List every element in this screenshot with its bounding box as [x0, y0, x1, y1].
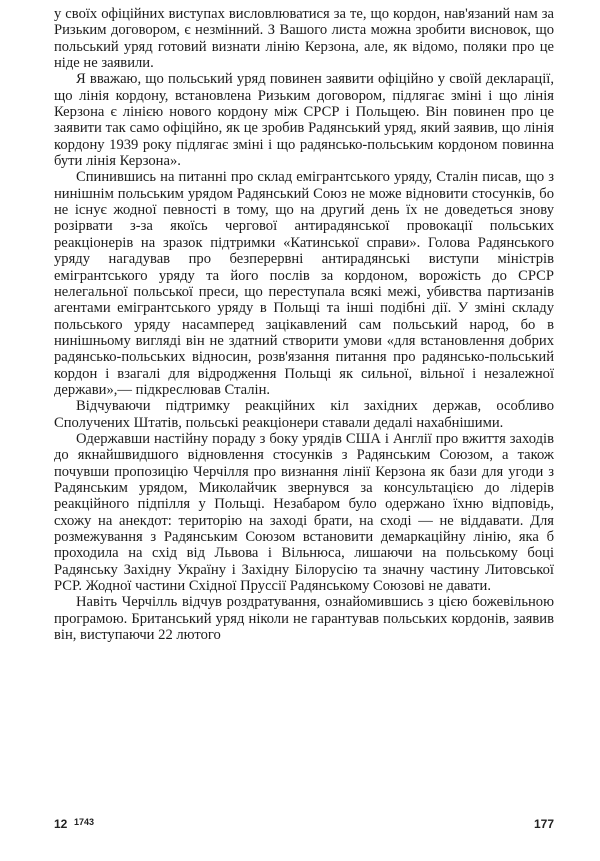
- paragraph-1: у своїх офіційних виступах висловлюватися за те, що кордон, нав'язаний нам за Ризьким договором, є незмінний. З Вашого листа можна зробити висновок, що польський уряд готовий визнати лінію Керзона, але, як відомо, поляки про це ніде не заявили.: [54, 6, 554, 72]
- paragraph-3: Спинившись на питанні про склад емігрантського уряду, Сталін писав, що з нинішнім польським урядом Радянський Союз не може відновити стосунків, бо не існує жодної певності в тому, що на другий день їх не доведеться знову розірвати з-за якоїсь чергової антирадянської провокації польських реакціонерів на зразок підтримки «Катинської справи». Голова Радянського уряду нагадував про безперервні антирадянські виступи міністрів емігрантського уряду та його послів за кордоном, ворожість до СРСР нелегальної польської преси, що переступала всякі межі, убивства партизанів агентами емігрантського уряду в Польщі та інші подібні дії. У зміні складу польського уряду насамперед зацікавлений сам польський народ, бо в нинішньому вигляді він не здатний створити умови «для встановлення добрих радянсько-польських відносин, розв'язання питання про радянсько-польський кордон і взагалі для відродження Польщі як сильної, вільної і незалежної держави»,— підкреслював Сталін.: [54, 169, 554, 398]
- paragraph-6: Навіть Черчілль відчув роздратування, ознайомившись з цією божевільною програмою. Британський уряд ніколи не гарантував польських кордонів, заявив він, виступаючи 22 лютого: [54, 594, 554, 644]
- paragraph-2: Я вважаю, що польський уряд повинен заявити офіційно у своїй декларації, що лінія кордону, встановлена Ризьким договором, підлягає зміні і що лінія Керзона є лінією нового кордону між СРСР і Польщею. Він повинен про це заявити так само офіційно, як це зробив Радянський уряд, який заявив, що лінія кордону 1939 року підлягає зміні і що радянсько-польським кордоном повинна бути лінія Керзона».: [54, 71, 554, 170]
- signature-number: 12: [54, 817, 68, 831]
- paragraph-5: Одержавши настійну пораду з боку урядів США і Англії про вжиття заходів до якнайшвидшого відновлення стосунків з Радянським Союзом, а також почувши пропозицію Черчілля про визнання лінії Керзона як бази для угоди з Радянським урядом, Миколайчик звернувся за консультацією до лідерів реакційного підпілля у Польщі. Незабаром було одержано їхню відповідь, схожу на анекдот: територію на заході брати, на сході — не віддавати. Для розмежування з Радянським Союзом встановити демаркаційну лінію, яка б проходила на схід від Львова і Вільнюса, лишаючи на польському боці Радянську Західну Україну і Західну Білорусію та значну частину Литовської РСР. Жодної частини Східної Пруссії Радянському Союзові не давати.: [54, 430, 554, 595]
- page-number: 177: [533, 817, 554, 831]
- signature-code: 1743: [74, 817, 95, 827]
- page-body: [54, 6, 554, 643]
- paragraph-4: Відчуваючи підтримку реакційних кіл західних держав, особливо Сполучених Штатів, польські реакціонери ставали дедалі нахабнішими.: [54, 398, 554, 431]
- page-footer: [54, 817, 554, 837]
